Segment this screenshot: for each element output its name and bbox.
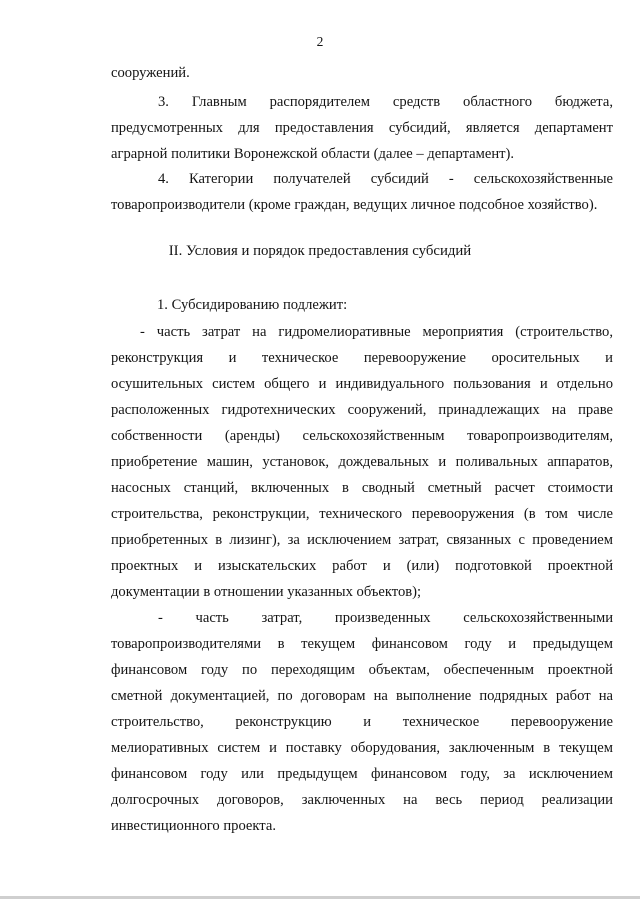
text-line: инвестиционного проекта.	[111, 818, 276, 834]
text-line: приобретение машин, установок, дождевальных и поливальных аппаратов,	[111, 454, 613, 470]
text-line: долгосрочных договоров, заключенных на весь период реализации	[111, 792, 613, 808]
paragraph-subsidy-item-1	[111, 319, 613, 605]
text-line: собственности (аренды) сельскохозяйственным товаропроизводителям,	[111, 428, 613, 444]
text-line: - часть затрат на гидромелиоративные мероприятия (строительство,	[140, 324, 613, 340]
text-line: 4. Категории получателей субсидий - сельскохозяйственные	[158, 171, 613, 187]
section-heading: II. Условия и порядок предоставления субсидий	[168, 243, 472, 259]
page-number: 2	[316, 34, 324, 49]
page-bottom-edge	[0, 896, 640, 899]
text-line: товаропроизводителями в текущем финансовом году и предыдущем	[111, 636, 613, 652]
text-line: - часть затрат, произведенных сельскохозяйственными	[158, 610, 613, 626]
text-line: 1. Субсидированию подлежит:	[157, 297, 348, 313]
paragraph-subsidy-item-2	[111, 605, 613, 839]
paragraph-clause-1	[111, 292, 613, 318]
paragraph-continuation	[111, 60, 613, 86]
paragraph-item-4	[111, 166, 613, 218]
text-line: мелиоративных систем и поставку оборудования, заключенным в текущем	[111, 740, 613, 756]
text-line: сооружений.	[111, 65, 190, 81]
text-line: проектных и изыскательских работ и (или) подготовкой проектной	[111, 558, 613, 574]
text-line: осушительных систем общего и индивидуального пользования и отдельно	[111, 376, 613, 392]
text-line: насосных станций, включенных в сводный сметный расчет стоимости	[111, 480, 613, 496]
text-line: 3. Главным распорядителем средств областного бюджета,	[158, 94, 613, 110]
text-line: строительства, реконструкции, технического перевооружения (в том числе	[111, 506, 613, 522]
text-line: сметной документацией, по договорам на выполнение подрядных работ на	[111, 688, 613, 704]
text-line: финансовом году или предыдущем финансовом году, за исключением	[111, 766, 613, 782]
text-line: строительство, реконструкцию и техническое перевооружение	[111, 714, 613, 730]
text-line: документации в отношении указанных объектов);	[111, 584, 422, 600]
text-line: финансовом году по переходящим объектам, обеспеченным проектной	[111, 662, 613, 678]
text-line: товаропроизводители (кроме граждан, ведущих личное подсобное хозяйство).	[111, 197, 598, 213]
paragraph-item-3	[111, 89, 613, 167]
text-line: приобретенных в лизинг), за исключением затрат, связанных с проведением	[111, 532, 613, 548]
text-line: аграрной политики Воронежской области (далее – департамент).	[111, 146, 515, 162]
text-line: предусмотренных для предоставления субсидий, является департамент	[111, 120, 613, 136]
text-line: реконструкция и техническое перевооружение оросительных и	[111, 350, 613, 366]
text-line: расположенных гидротехнических сооружений, принадлежащих на праве	[111, 402, 613, 418]
